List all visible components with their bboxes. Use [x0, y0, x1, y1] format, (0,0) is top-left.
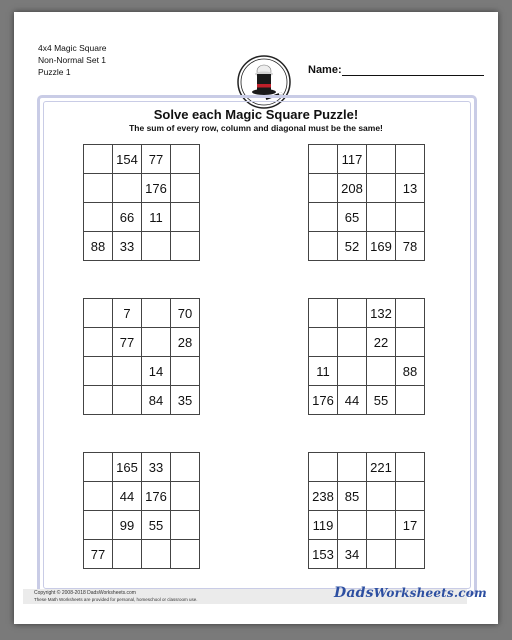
blank-cell[interactable] [396, 328, 425, 357]
blank-cell[interactable] [396, 540, 425, 569]
instructions-title: Solve each Magic Square Puzzle! [153, 107, 359, 122]
blank-cell[interactable] [338, 453, 367, 482]
blank-cell[interactable] [367, 482, 396, 511]
logo-part-2: Worksheets.com [373, 586, 487, 600]
grid-row [309, 482, 425, 511]
header-line-1: 4x4 Magic Square [38, 43, 107, 53]
given-cell: 88 [396, 357, 425, 386]
header-line-3: Puzzle 1 [38, 67, 71, 77]
given-cell: 22 [367, 328, 396, 357]
grid-row [309, 540, 425, 569]
given-cell: 88 [84, 232, 113, 261]
blank-cell[interactable] [171, 482, 200, 511]
magic-square-2 [308, 144, 425, 261]
worksheet-header-info [38, 42, 107, 78]
blank-cell[interactable] [171, 203, 200, 232]
given-cell: 84 [142, 386, 171, 415]
blank-cell[interactable] [309, 299, 338, 328]
grid-row [84, 299, 200, 328]
given-cell: 154 [113, 145, 142, 174]
grid-row [309, 299, 425, 328]
blank-cell[interactable] [171, 232, 200, 261]
given-cell: 176 [142, 174, 171, 203]
given-cell: 77 [142, 145, 171, 174]
given-cell: 17 [396, 511, 425, 540]
blank-cell[interactable] [84, 299, 113, 328]
blank-cell[interactable] [367, 511, 396, 540]
given-cell: 52 [338, 232, 367, 261]
grid-row [309, 174, 425, 203]
given-cell: 28 [171, 328, 200, 357]
blank-cell[interactable] [113, 357, 142, 386]
magic-square-1 [83, 144, 200, 261]
blank-cell[interactable] [309, 453, 338, 482]
blank-cell[interactable] [171, 145, 200, 174]
footer-notice: These Math Worksheets are provided for personal, homeschool or classroom use. [34, 597, 198, 602]
blank-cell[interactable] [84, 145, 113, 174]
magic-square-4 [308, 298, 425, 415]
blank-cell[interactable] [367, 540, 396, 569]
name-label: Name: [308, 64, 342, 76]
blank-cell[interactable] [142, 232, 171, 261]
name-field[interactable] [342, 75, 484, 76]
given-cell: 13 [396, 174, 425, 203]
grid-row [84, 203, 200, 232]
grid-row [309, 203, 425, 232]
given-cell: 77 [113, 328, 142, 357]
blank-cell[interactable] [338, 357, 367, 386]
blank-cell[interactable] [171, 357, 200, 386]
instructions-subtitle: The sum of every row, column and diagonal must be the same! [129, 123, 383, 133]
grid-row [309, 511, 425, 540]
blank-cell[interactable] [309, 328, 338, 357]
grid-row [309, 232, 425, 261]
blank-cell[interactable] [309, 203, 338, 232]
grid-row [309, 145, 425, 174]
blank-cell[interactable] [84, 511, 113, 540]
given-cell: 208 [338, 174, 367, 203]
given-cell: 176 [142, 482, 171, 511]
given-cell: 55 [367, 386, 396, 415]
given-cell: 65 [338, 203, 367, 232]
given-cell: 33 [142, 453, 171, 482]
blank-cell[interactable] [142, 328, 171, 357]
blank-cell[interactable] [367, 203, 396, 232]
footer-copyright: Copyright © 2008-2018 DadsWorksheets.com [34, 590, 136, 596]
given-cell: 44 [113, 482, 142, 511]
given-cell: 119 [309, 511, 338, 540]
blank-cell[interactable] [396, 453, 425, 482]
grid-row [309, 357, 425, 386]
blank-cell[interactable] [367, 357, 396, 386]
grid-row [84, 232, 200, 261]
grid-row [84, 453, 200, 482]
blank-cell[interactable] [171, 511, 200, 540]
logo-part-1: Dads [334, 585, 374, 601]
grid-row [84, 328, 200, 357]
blank-cell[interactable] [338, 511, 367, 540]
blank-cell[interactable] [84, 482, 113, 511]
blank-cell[interactable] [309, 232, 338, 261]
given-cell: 221 [367, 453, 396, 482]
header-line-2: Non-Normal Set 1 [38, 55, 107, 65]
grid-row [84, 357, 200, 386]
given-cell: 34 [338, 540, 367, 569]
given-cell: 85 [338, 482, 367, 511]
given-cell: 35 [171, 386, 200, 415]
given-cell: 55 [142, 511, 171, 540]
grid-row [309, 328, 425, 357]
magic-square-3 [83, 298, 200, 415]
blank-cell[interactable] [309, 174, 338, 203]
given-cell: 238 [309, 482, 338, 511]
blank-cell[interactable] [396, 299, 425, 328]
blank-cell[interactable] [84, 386, 113, 415]
magic-square-5 [83, 452, 200, 569]
given-cell: 99 [113, 511, 142, 540]
given-cell: 7 [113, 299, 142, 328]
given-cell: 33 [113, 232, 142, 261]
given-cell: 11 [309, 357, 338, 386]
blank-cell[interactable] [84, 453, 113, 482]
grid-row [84, 482, 200, 511]
blank-cell[interactable] [171, 540, 200, 569]
blank-cell[interactable] [84, 174, 113, 203]
blank-cell[interactable] [309, 145, 338, 174]
given-cell: 66 [113, 203, 142, 232]
blank-cell[interactable] [338, 328, 367, 357]
given-cell: 153 [309, 540, 338, 569]
blank-cell[interactable] [84, 203, 113, 232]
grid-row [309, 453, 425, 482]
blank-cell[interactable] [142, 299, 171, 328]
grid-row [84, 145, 200, 174]
given-cell: 176 [309, 386, 338, 415]
dadsworksheets-logo [334, 585, 487, 601]
blank-cell[interactable] [396, 482, 425, 511]
blank-cell[interactable] [142, 540, 171, 569]
given-cell: 169 [367, 232, 396, 261]
blank-cell[interactable] [396, 145, 425, 174]
blank-cell[interactable] [84, 328, 113, 357]
given-cell: 117 [338, 145, 367, 174]
given-cell: 132 [367, 299, 396, 328]
blank-cell[interactable] [338, 299, 367, 328]
blank-cell[interactable] [367, 174, 396, 203]
given-cell: 14 [142, 357, 171, 386]
given-cell: 165 [113, 453, 142, 482]
blank-cell[interactable] [113, 386, 142, 415]
worksheet-page [14, 12, 498, 624]
grid-row [84, 540, 200, 569]
magic-square-6 [308, 452, 425, 569]
blank-cell[interactable] [367, 145, 396, 174]
given-cell: 77 [84, 540, 113, 569]
grid-row [84, 511, 200, 540]
blank-cell[interactable] [171, 174, 200, 203]
blank-cell[interactable] [84, 357, 113, 386]
grid-row [309, 386, 425, 415]
grid-row [84, 386, 200, 415]
grid-row [84, 174, 200, 203]
given-cell: 44 [338, 386, 367, 415]
blank-cell[interactable] [171, 453, 200, 482]
blank-cell[interactable] [396, 386, 425, 415]
blank-cell[interactable] [113, 174, 142, 203]
given-cell: 11 [142, 203, 171, 232]
given-cell: 78 [396, 232, 425, 261]
blank-cell[interactable] [113, 540, 142, 569]
blank-cell[interactable] [396, 203, 425, 232]
given-cell: 70 [171, 299, 200, 328]
